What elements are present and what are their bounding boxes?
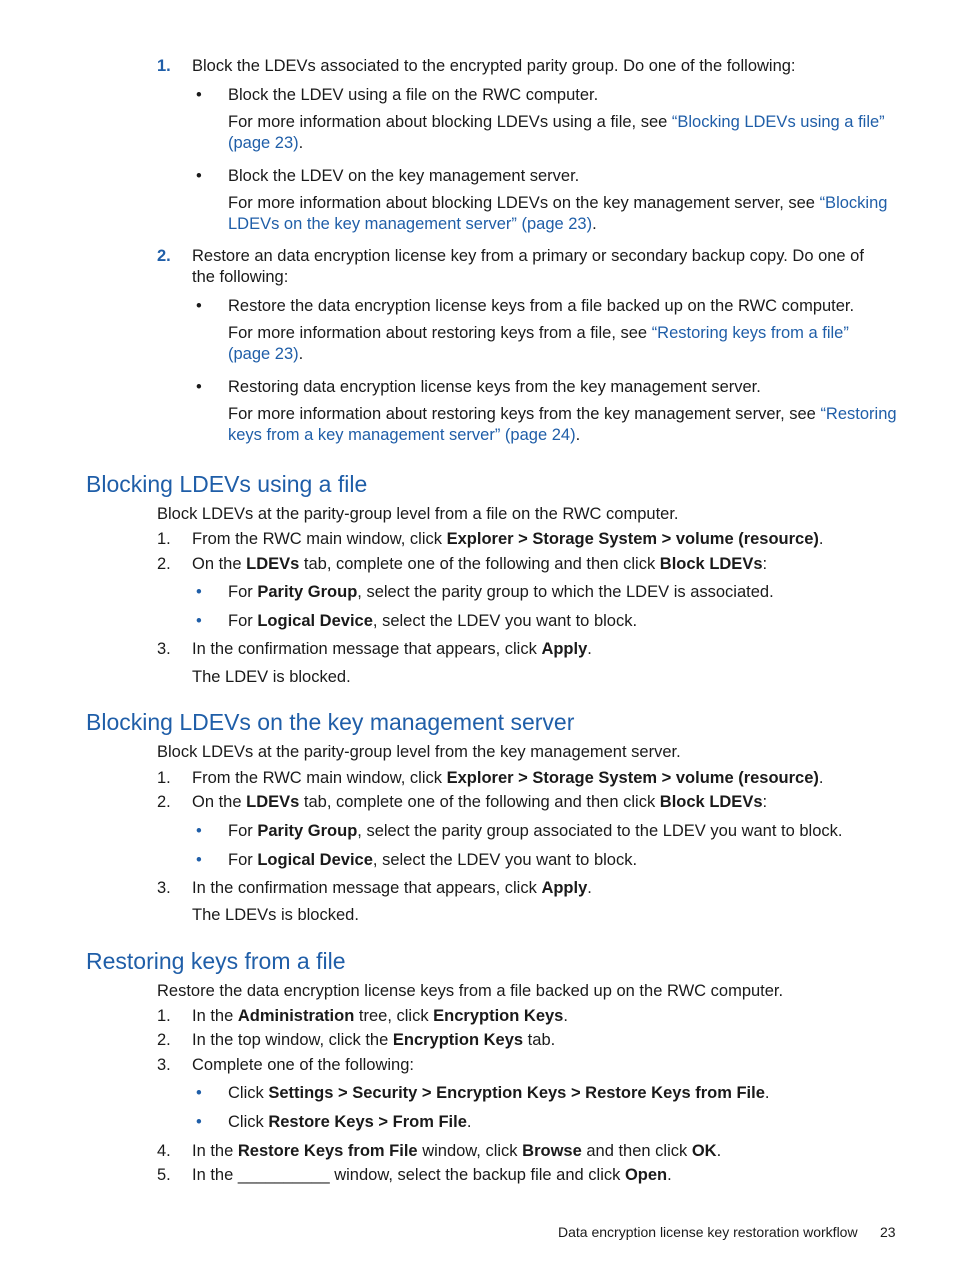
section-intro: Block LDEVs at the parity-group level from the key management server. [157,743,681,761]
step-text [192,1006,568,1027]
ui-term: Administration [237,1007,355,1025]
section-heading: Blocking LDEVs on the key management server [86,709,575,735]
more-info-text: For more information about blocking LDEVs using a file, see [228,113,672,131]
punctuation: . [466,1113,472,1131]
bullet: • [196,1113,202,1131]
ui-term: Browse [522,1142,582,1160]
step-text [192,1030,555,1051]
text: Click [228,1084,269,1102]
ui-term: Encryption Keys [392,1031,524,1049]
cross-reference-link[interactable]: “Blocking [819,194,888,212]
step-number: 1. [157,769,171,787]
ui-term: Apply [541,640,588,658]
step-number: 2. [157,555,171,573]
step-text [192,1165,672,1186]
ui-term: Block LDEVs [659,793,763,811]
option-title: Restoring data encryption license keys from the key management server. [228,378,761,396]
bullet: • [196,167,202,185]
punctuation: . [716,1142,722,1160]
text: For [228,612,258,630]
ui-term: Parity Group [257,822,358,840]
text: In the confirmation message that appears, click [192,879,542,897]
step-text [192,639,592,660]
step-result: The LDEVs is blocked. [192,906,359,924]
option-title: Restore the data encryption license keys from a file backed up on the RWC computer. [228,297,855,315]
step-text [192,768,824,789]
step-number: 2. [157,1031,171,1049]
text: In the __________ window, select the backup file and click [192,1166,625,1184]
ui-term: Block LDEVs [659,555,763,573]
text: tree, click [354,1007,434,1025]
step-text [192,792,767,813]
step-text: Block the LDEVs associated to the encrypted parity group. Do one of the following: [192,57,796,75]
step-text [192,1141,721,1162]
ui-path: Restore Keys > From File [268,1113,467,1131]
text: and then click [581,1142,692,1160]
step-number: 1. [157,57,171,75]
more-info [228,112,885,133]
option-title: Block the LDEV on the key management server. [228,167,580,185]
punctuation: . [575,426,581,444]
text: tab. [523,1031,556,1049]
bullet: • [196,851,202,869]
text: In the confirmation message that appears, click [192,640,542,658]
bullet: • [196,583,202,601]
text: Click [228,1113,269,1131]
more-info-line2 [228,214,597,235]
punctuation: . [592,215,597,233]
step-text-line2: the following: [192,268,289,286]
punctuation: . [764,1084,770,1102]
step-number: 1. [157,530,171,548]
more-info [228,323,849,344]
text: From the RWC main window, click [192,530,447,548]
punctuation: . [818,769,824,787]
more-info-line2 [228,425,580,446]
bullet: • [196,822,202,840]
punctuation: . [298,345,304,363]
ui-term: Parity Group [257,583,358,601]
step-number: 3. [157,879,171,897]
cross-reference-page-link[interactable]: keys from a key management server” (page 24) [228,426,576,444]
ui-term: OK [691,1142,717,1160]
text: , select the LDEV you want to block. [372,851,638,869]
text: , select the parity group to which the LDEV is associated. [357,583,774,601]
section-heading: Restoring keys from a file [86,948,346,974]
text: In the top window, click the [192,1031,393,1049]
ui-term: Restore Keys from File [237,1142,418,1160]
step-result: The LDEV is blocked. [192,668,351,686]
punctuation: : [762,793,768,811]
ui-term: Logical Device [257,851,373,869]
step-number: 3. [157,1056,171,1074]
text: In the [192,1007,238,1025]
section-intro: Restore the data encryption license keys from a file backed up on the RWC computer. [157,982,784,1000]
punctuation: . [818,530,824,548]
text: For [228,822,258,840]
step-number: 3. [157,640,171,658]
bullet: • [196,1084,202,1102]
text: window, click [417,1142,523,1160]
bullet-text [228,850,637,871]
ui-term: Logical Device [257,612,373,630]
text: tab, complete one of the following and then click [299,555,660,573]
ui-path: Settings > Security > Encryption Keys > Restore Keys from File [268,1084,765,1102]
step-number: 1. [157,1007,171,1025]
step-text: Restore an data encryption license key from a primary or secondary backup copy. Do one of [192,247,864,265]
more-info [228,404,897,425]
cross-reference-link[interactable]: “Restoring [820,405,897,423]
cross-reference-page-link[interactable]: (page 23) [228,134,299,152]
ui-term: Open [624,1166,668,1184]
more-info-text: For more information about restoring keys from a file, see [228,324,652,342]
section-intro: Block LDEVs at the parity-group level from a file on the RWC computer. [157,505,679,523]
punctuation: . [587,640,592,658]
ui-term: Encryption Keys [433,1007,564,1025]
ui-term: LDEVs [246,793,300,811]
step-number: 4. [157,1142,171,1160]
cross-reference-page-link[interactable]: LDEVs on the key management server” (page 23) [228,215,593,233]
more-info-line2 [228,344,303,365]
cross-reference-link[interactable]: “Restoring keys from a file” [651,324,849,342]
ui-path: Explorer > Storage System > volume (resource) [446,530,819,548]
text: For [228,851,258,869]
more-info-text: For more information about blocking LDEVs on the key management server, see [228,194,820,212]
bullet-text [228,821,842,842]
step-number: 2. [157,793,171,811]
step-text: Complete one of the following: [192,1056,414,1074]
bullet-text [228,1083,769,1104]
more-info [228,193,887,214]
text: tab, complete one of the following and then click [299,793,660,811]
text: In the [192,1142,238,1160]
ui-term: LDEVs [246,555,300,573]
punctuation: . [667,1166,672,1184]
step-number: 5. [157,1166,171,1184]
bullet: • [196,297,202,315]
more-info-text: For more information about restoring keys from the key management server, see [228,405,821,423]
more-info-line2 [228,133,303,154]
page-number: 23 [880,1224,896,1240]
text: On the [192,793,247,811]
text: , select the parity group associated to the LDEV you want to block. [357,822,843,840]
text: From the RWC main window, click [192,769,447,787]
bullet-text [228,1112,471,1133]
cross-reference-link[interactable]: “Blocking LDEVs using a file” [671,113,885,131]
ui-term: Apply [541,879,588,897]
section-heading: Blocking LDEVs using a file [86,471,368,497]
punctuation: . [298,134,304,152]
bullet: • [196,612,202,630]
text: On the [192,555,247,573]
bullet: • [196,86,202,104]
step-text [192,554,767,575]
punctuation: . [563,1007,568,1025]
cross-reference-page-link[interactable]: (page 23) [228,345,299,363]
step-number: 2. [157,247,171,265]
footer-title: Data encryption license key restoration workflow [558,1224,858,1240]
step-text [192,878,592,899]
bullet: • [196,378,202,396]
option-title: Block the LDEV using a file on the RWC computer. [228,86,599,104]
punctuation: : [762,555,768,573]
bullet-text [228,582,774,603]
ui-path: Explorer > Storage System > volume (resource) [446,769,819,787]
step-text [192,529,824,550]
text: , select the LDEV you want to block. [372,612,638,630]
bullet-text [228,611,637,632]
text: For [228,583,258,601]
punctuation: . [587,879,592,897]
